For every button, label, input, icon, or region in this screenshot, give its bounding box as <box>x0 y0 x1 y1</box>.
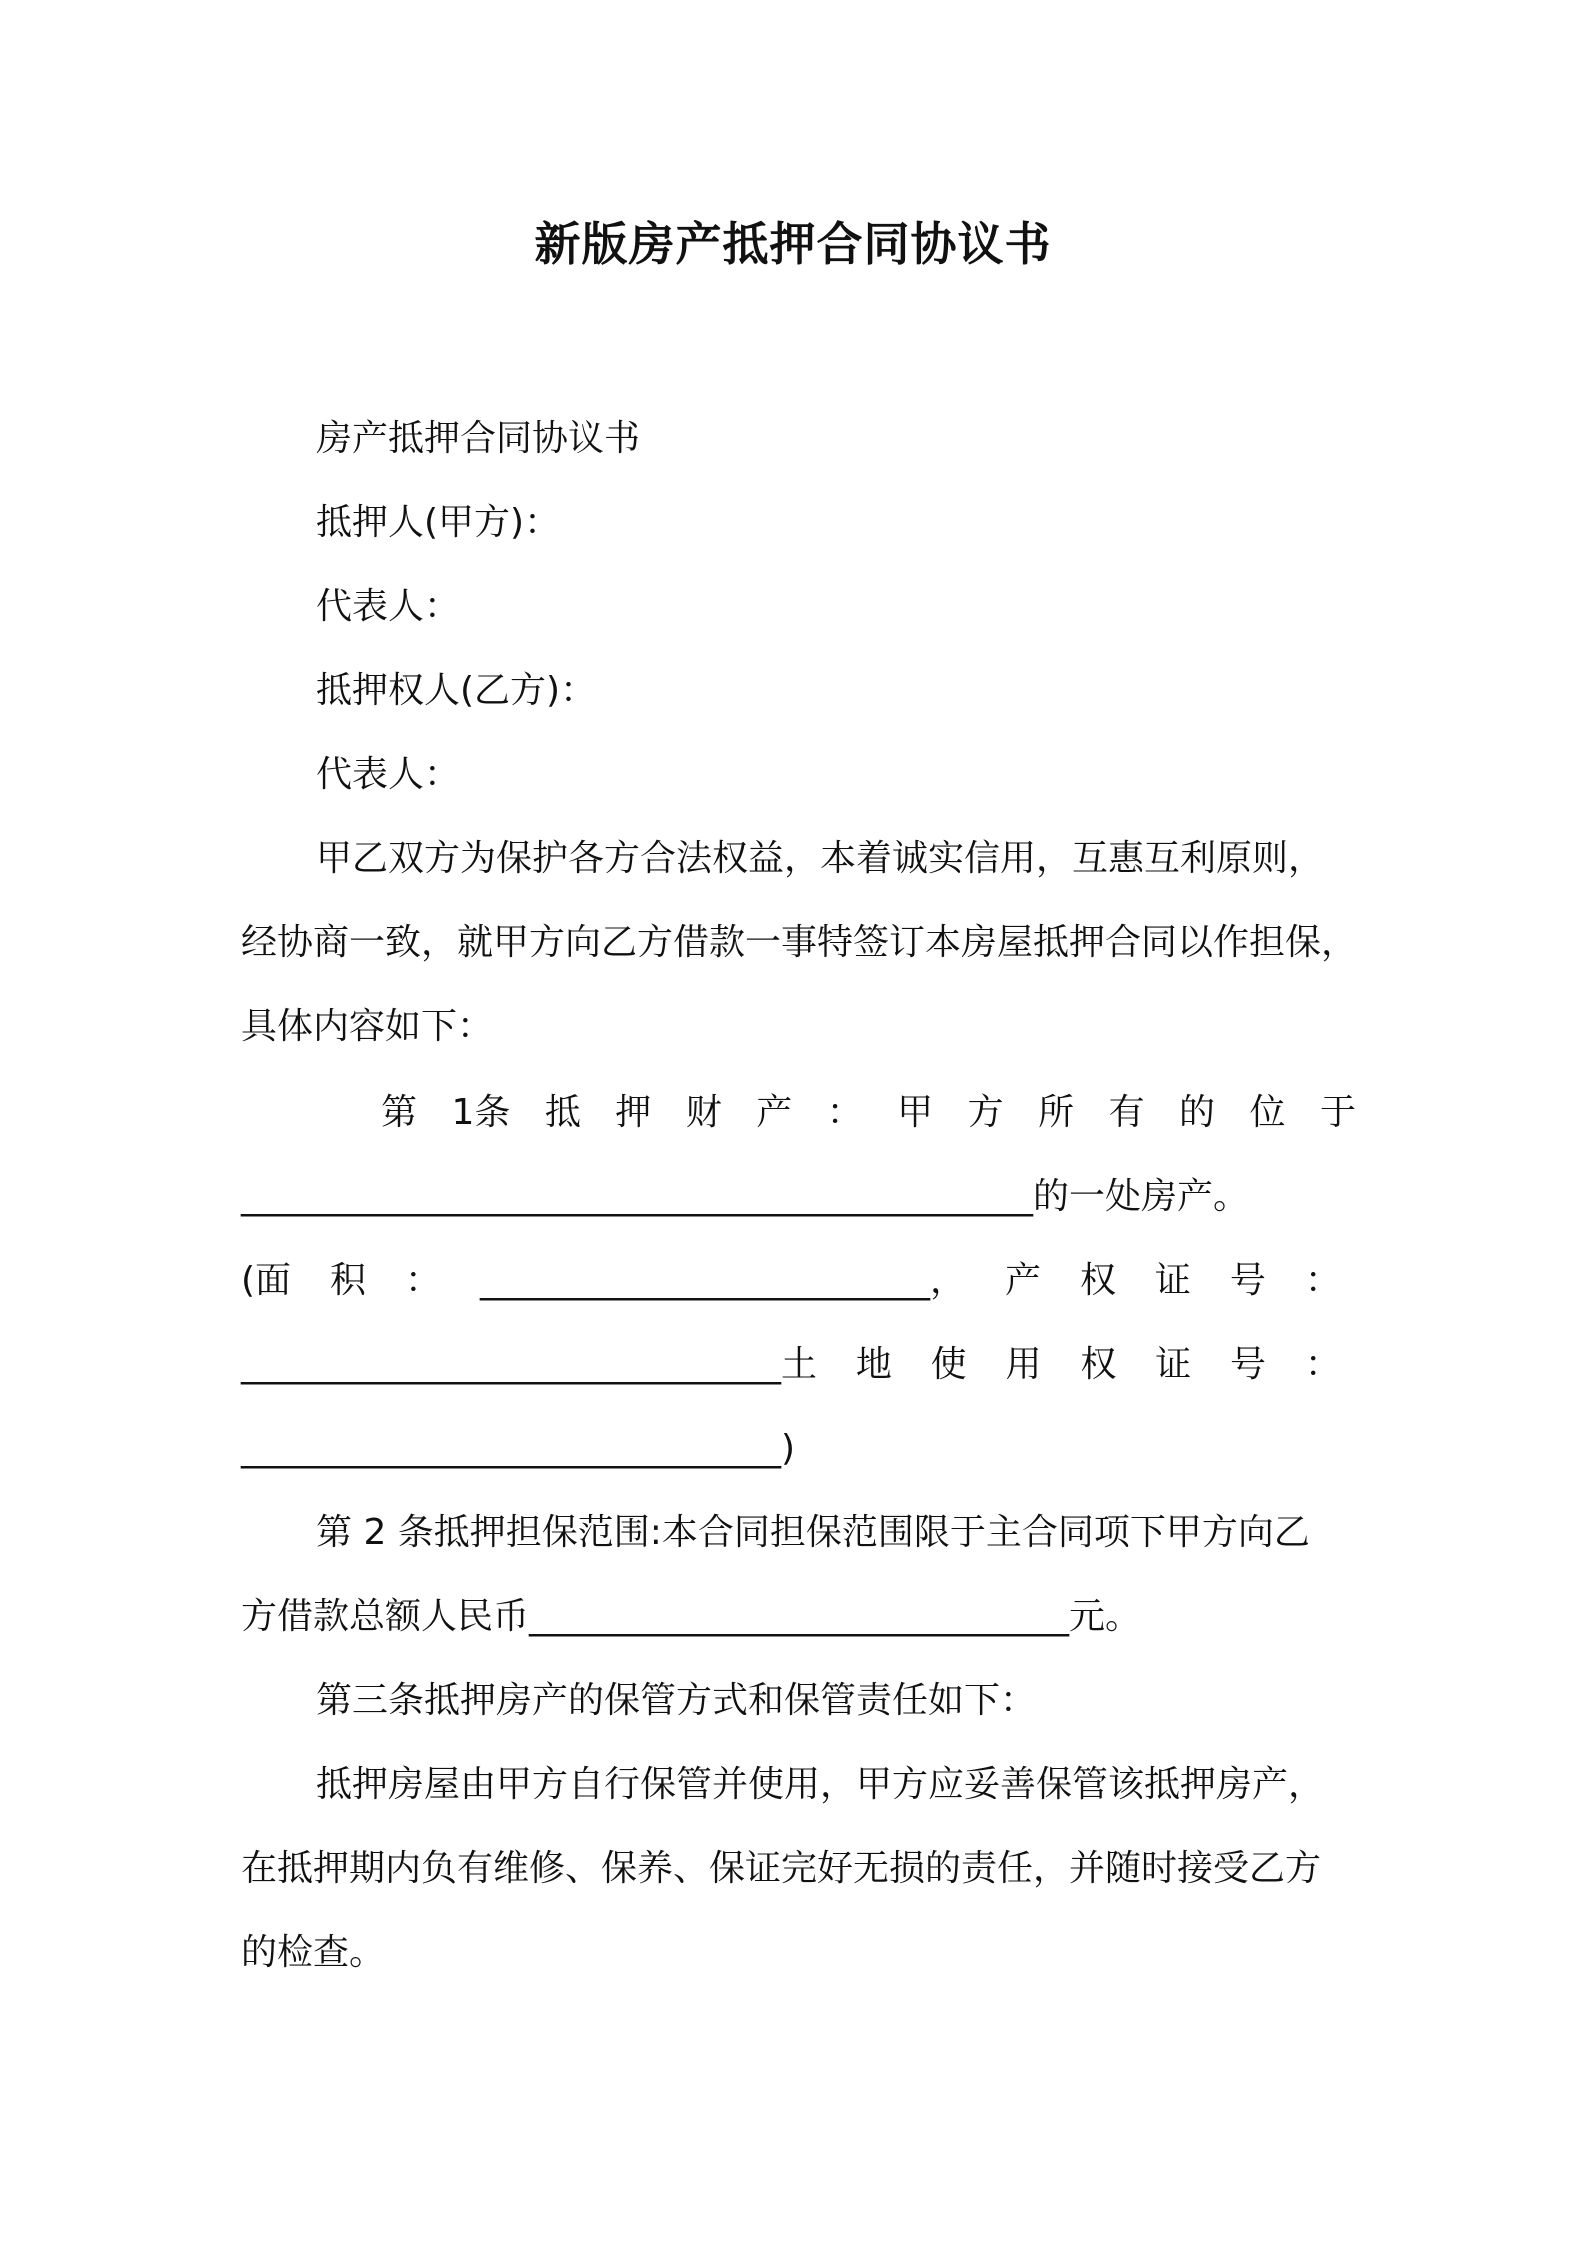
mortgagee-rep-label: 代表人： <box>316 754 461 795</box>
mortgagor-label: 抵押人(甲方)： <box>316 502 561 543</box>
article1-line: ______________________________土 地 使 用 权 证 号 ： <box>241 1344 1341 1385</box>
mortgagee-label: 抵押权人(乙方)： <box>316 670 597 711</box>
article1-line: ____________________________________________的一处房产。 <box>241 1176 1250 1217</box>
article3-heading: 第三条抵押房产的保管方式和保管责任如下： <box>316 1680 1037 1721</box>
article3-line: 的检查。 <box>241 1932 386 1973</box>
article1-line: 第 1条 抵 押 财 产 ： 甲 方 所 有 的 位 于 <box>381 1092 1356 1133</box>
article2-line: 第 2 条抵押担保范围:本合同担保范围限于主合同项下甲方向乙 <box>316 1512 1310 1553</box>
article2-line: 方借款总额人民币______________________________元。 <box>241 1596 1142 1637</box>
mortgagor-rep-label: 代表人： <box>316 586 461 627</box>
article1-line: ______________________________) <box>241 1428 796 1469</box>
article3-line: 在抵押期内负有维修、保养、保证完好无损的责任，并随时接受乙方 <box>241 1848 1322 1889</box>
preamble-line: 经协商一致，就甲方向乙方借款一事特签订本房屋抵押合同以作担保， <box>241 922 1358 963</box>
subtitle: 房产抵押合同协议书 <box>316 418 641 459</box>
preamble-line: 甲乙双方为保护各方合法权益，本着诚实信用，互惠互利原则， <box>316 838 1325 879</box>
article1-line: (面 积 ： _________________________， 产 权 证 号 ： <box>241 1260 1341 1301</box>
preamble-line: 具体内容如下： <box>241 1006 494 1047</box>
article3-line: 抵押房屋由甲方自行保管并使用，甲方应妥善保管该抵押房产， <box>316 1764 1325 1805</box>
document-title: 新版房产抵押合同协议书 <box>534 217 1052 271</box>
